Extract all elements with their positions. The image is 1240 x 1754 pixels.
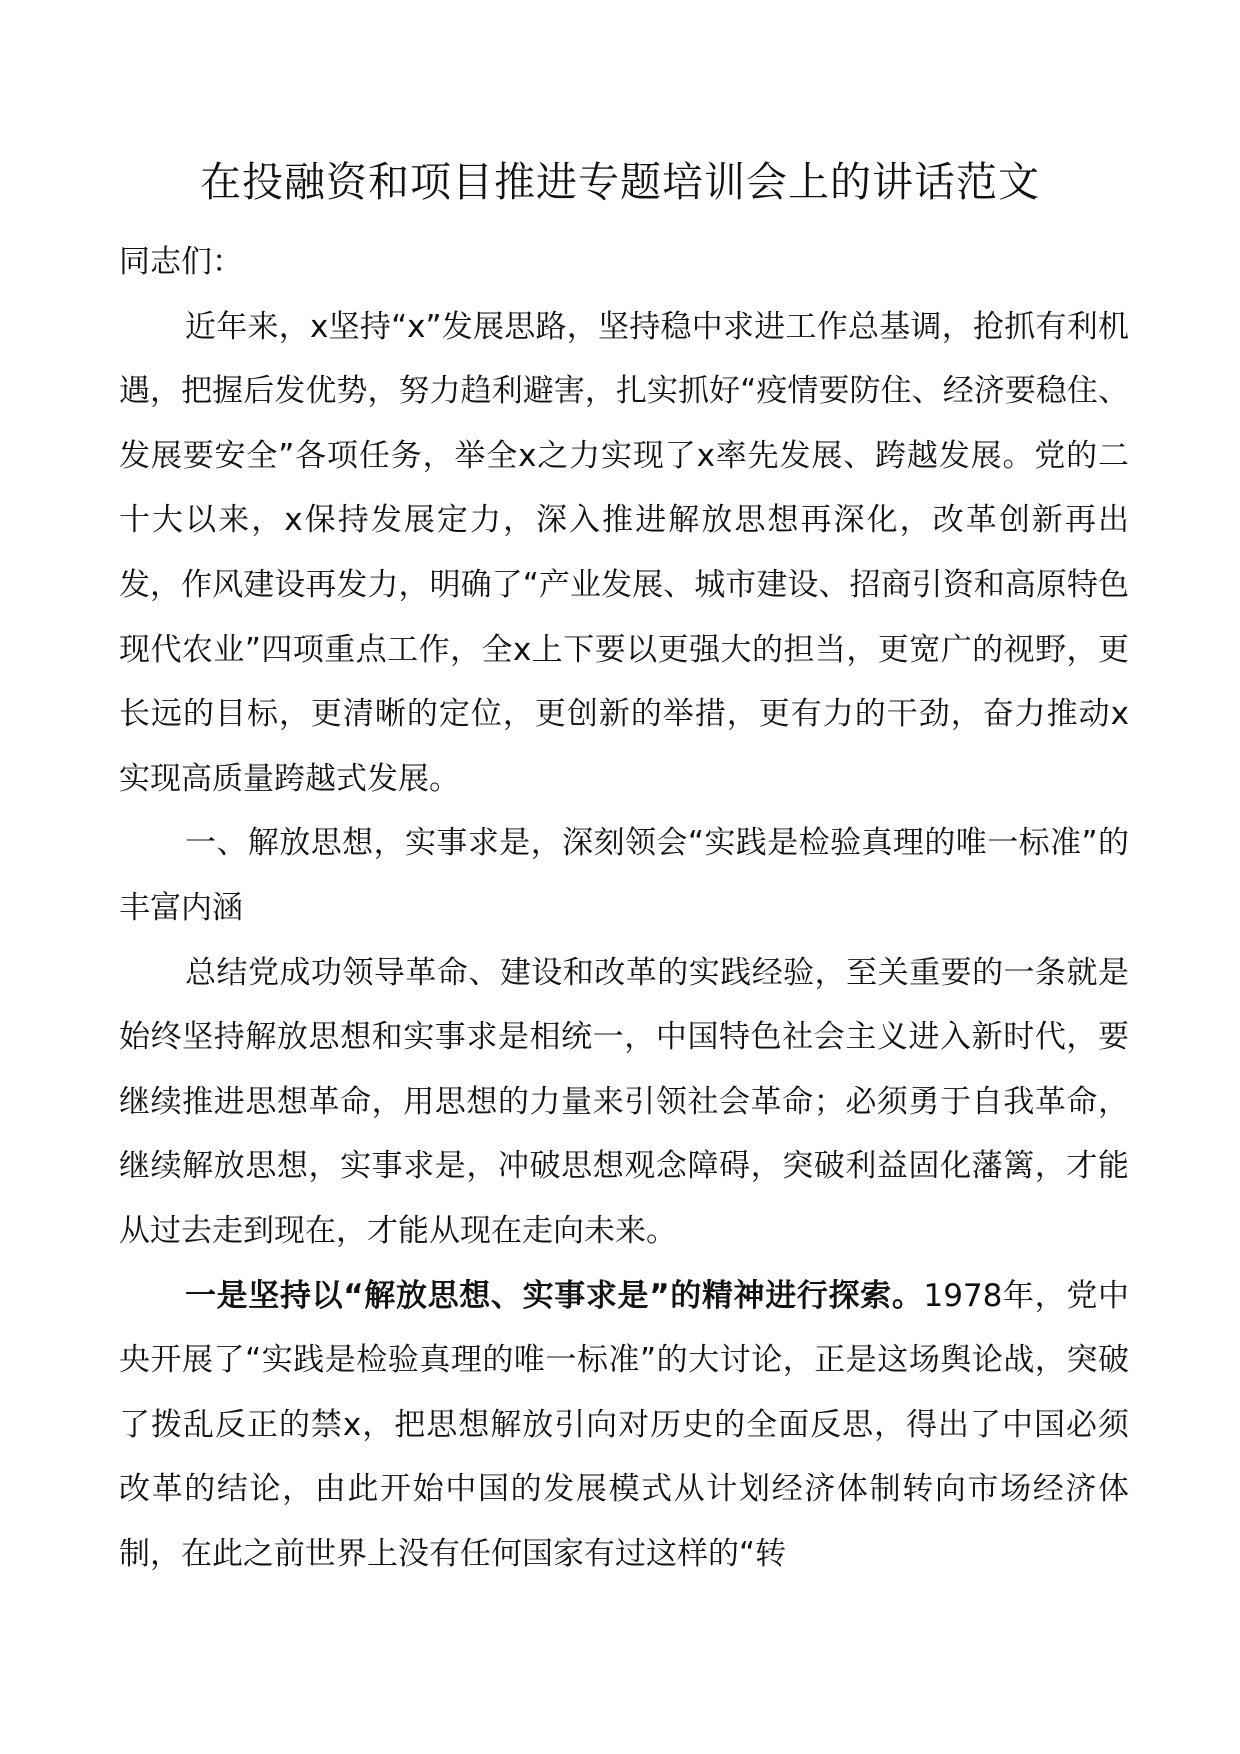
paragraph-section-1: 总结党成功领导革命、建设和改革的实践经验，至关重要的一条就是始终坚持解放思想和实事求是相统一，中国特色社会主义进入新时代，要继续推进思想革命，用思想的力量来引领社会革命；必须勇于自我革命，继续解放思想，实事求是，冲破思想观念障碍，突破利益固化藩篱，才能从过去走到现在，才能从现在走向未来。 [119,954,1129,1249]
document-title: 在投融资和项目推进专题培训会上的讲话范文 [200,158,1040,206]
salutation: 同志们： [119,244,243,280]
section-heading-1: 一、解放思想，实事求是，深刻领会“实践是检验真理的唯一标准”的丰富内涵 [119,825,1129,926]
point-1-lead: 一是坚持以“解放思想、实事求是”的精神进行探索。 [185,1277,924,1314]
document-body [119,230,1129,1586]
point-1-text: 1978年，党中央开展了“实践是检验真理的唯一标准”的大讨论，正是这场舆论战，突破了拨乱反正的禁x，把思想解放引向对历史的全面反思，得出了中国必须改革的结论，由此开始中国的发展模式从计划经济体制转向市场经济体制，在此之前世界上没有任何国家有过这样的“转 [119,1277,1129,1572]
paragraph-point-1 [119,1264,1129,1587]
paragraph-intro: 近年来，x坚持“x”发展思路，坚持稳中求进工作总基调，抢抓有利机遇，把握后发优势，努力趋利避害，扎实抓好“疫情要防住、经济要稳住、发展要安全”各项任务，举全x之力实现了x率先发展、跨越发展。党的二十大以来，x保持发展定力，深入推进解放思想再深化，改革创新再出发，作风建设再发力，明确了“产业发展、城市建设、招商引资和高原特色现代农业”四项重点工作，全x上下要以更强大的担当，更宽广的视野，更长远的目标，更清晰的定位，更创新的举措，更有力的干劲，奋力推动x实现高质量跨越式发展。 [119,308,1129,797]
